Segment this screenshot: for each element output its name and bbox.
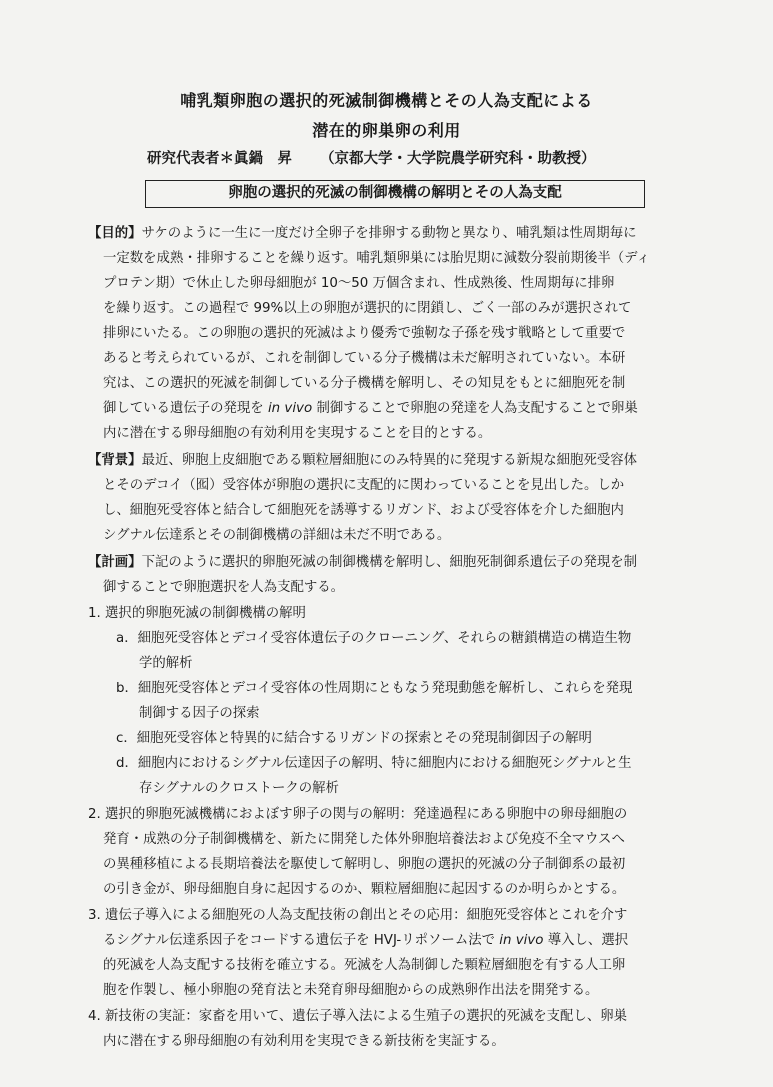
purpose-line: 【目的】サケのように一生に一度だけ全卵子を排卵する動物と異なり、哺乳類は性周期毎に [88, 226, 637, 241]
item4-line: 4. 新技術の実証：家畜を用いて、遺伝子導入法による生殖子の選択的死滅を支配し、卵巣 [88, 1009, 627, 1024]
background-tag: 【背景】 [88, 453, 142, 468]
purpose-line: 究は、この選択的死滅を制御している分子機構を解明し、その知見をもとに細胞死を制 [103, 376, 626, 391]
background-line: シグナル伝達系とその制御機構の詳細は未だ不明である。 [103, 528, 451, 543]
background-line: し、細胞死受容体と結合して細胞死を誘導するリガンド、および受容体を介した細胞内 [103, 503, 624, 518]
boxed-heading: 卵胞の選択的死滅の制御機構の解明とその人為支配 [145, 180, 645, 208]
title-line-2: 潜在的卵巣卵の利用 [312, 121, 461, 140]
purpose-line: を繰り返す。この過程で 99%以上の卵胞が選択的に閉鎖し、ごく一部のみが選択されて [103, 301, 632, 316]
affiliation: （京都大学・大学院農学研究科・助教授） [320, 151, 596, 167]
author-line [147, 147, 596, 168]
purpose-tag: 【目的】 [88, 226, 142, 241]
item1-sub-a: a．細胞死受容体とデコイ受容体遺伝子のクローニング、それらの糖鎖構造の構造生物 [116, 631, 632, 646]
background-line: とそのデコイ（囮）受容体が卵胞の選択に支配的に関わっていることを見出した。しか [103, 478, 625, 493]
plan-line: 【計画】下記のように選択的卵胞死滅の制御機構を解明し、細胞死制御系遺伝子の発現を制 [88, 555, 638, 570]
item3-line: 胞を作製し、極小卵胞の発育法と未発育卵母細胞からの成熟卵作出法を開発する。 [103, 983, 599, 998]
item1-sub-b-cont: 制御する因子の探索 [139, 706, 260, 721]
purpose-line: 排卵にいたる。この卵胞の選択的死滅はより優秀で強靭な子孫を残す戦略として重要で [103, 326, 626, 341]
purpose-line: 内に潜在する卵母細胞の有効利用を実現することを目的とする。 [103, 426, 492, 441]
plan-tag: 【計画】 [88, 555, 142, 570]
purpose-line: 御している遺伝子の発現を in vivo 制御することで卵胞の発達を人為支配することで卵巣 [103, 401, 638, 416]
plan-line: 御することで卵胞選択を人為支配する。 [103, 580, 345, 595]
item1-sub-d-cont: 存シグナルのクロストークの解析 [139, 781, 339, 796]
item1-heading: 1. 選択的卵胞死滅の制御機構の解明 [88, 606, 306, 621]
item2-line: 2. 選択的卵胞死滅機構におよぼす卵子の関与の解明：発達過程にある卵胞中の卵母細胞の [88, 807, 628, 822]
item1-sub-b: b．細胞死受容体とデコイ受容体の性周期にともなう発現動態を解析し、これらを発現 [116, 681, 633, 696]
item3-line: 3. 遺伝子導入による細胞死の人為支配技術の創出とその応用：細胞死受容体とこれを介す [88, 908, 628, 923]
item4-line: 内に潜在する卵母細胞の有効利用を実現できる新技術を実証する。 [103, 1034, 505, 1049]
purpose-line: あると考えられているが、これを制御している分子機構は未だ解明されていない。本研 [103, 351, 626, 366]
purpose-line: プロテン期）で休止した卵母細胞が 10～50 万個含まれ、性成熟後、性周期毎に排卵 [103, 276, 615, 291]
background-line: 【背景】最近、卵胞上皮細胞である顆粒層細胞にのみ特異的に発現する新規な細胞死受容体 [88, 453, 638, 468]
author-label: 研究代表者＊眞鍋 昇 [147, 151, 292, 167]
item1-sub-a-cont: 学的解析 [139, 656, 193, 671]
item3-line: 的死滅を人為支配する技術を確立する。死滅を人為制御した顆粒層細胞を有する人工卵 [103, 958, 626, 973]
item3-line: るシグナル伝達系因子をコードする遺伝子を HVJ-リポソーム法で in vivo 導入し、選択 [103, 933, 629, 948]
item2-line: 発育・成熟の分子制御機構を、新たに開発した体外卵胞培養法および免疫不全マウスへ [103, 832, 625, 847]
title-line-1: 哺乳類卵胞の選択的死滅制御機構とその人為支配による [180, 91, 593, 110]
item1-sub-c: c．細胞死受容体と特異的に結合するリガンドの探索とその発現制御因子の解明 [116, 731, 592, 746]
purpose-line: 一定数を成熟・排卵することを繰り返す。哺乳類卵巣には胎児期に減数分裂前期後半（ディ [103, 251, 650, 266]
item2-line: の異種移植による長期培養法を駆使して解明し、卵胞の選択的死滅の分子制御系の最初 [103, 857, 626, 872]
item1-sub-d: d．細胞内におけるシグナル伝達因子の解明、特に細胞内における細胞死シグナルと生 [116, 756, 632, 771]
item2-line: の引き金が、卵母細胞自身に起因するのか、顆粒層細胞に起因するのか明らかとする。 [103, 882, 626, 897]
